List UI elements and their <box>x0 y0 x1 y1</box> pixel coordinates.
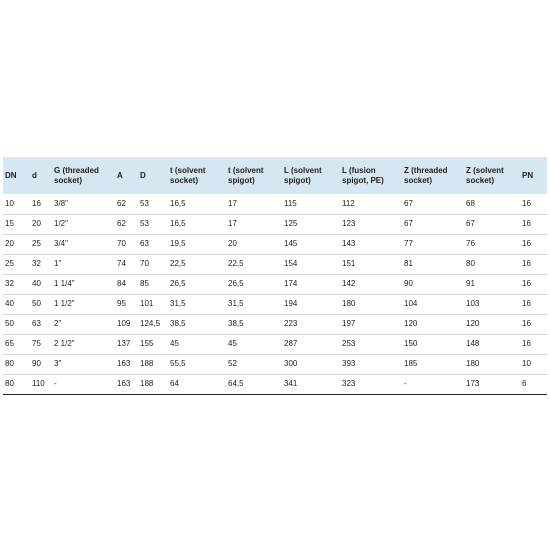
table-cell: 19,5 <box>168 234 226 254</box>
table-cell: 84 <box>115 274 138 294</box>
table-cell: 180 <box>464 354 520 374</box>
table-cell: 1 1/4" <box>52 274 115 294</box>
column-header: L (solvent spigot) <box>284 165 322 185</box>
table-cell: 67 <box>402 214 464 234</box>
table-row <box>3 254 547 274</box>
column-header: A <box>117 170 123 180</box>
table-cell: 300 <box>282 354 340 374</box>
table-row <box>3 354 547 374</box>
table-row <box>3 374 547 394</box>
table-cell: 40 <box>3 294 30 314</box>
table-cell: 341 <box>282 374 340 394</box>
table-cell: 110 <box>30 374 52 394</box>
table-cell: 16 <box>520 294 547 314</box>
table-body <box>3 194 547 394</box>
table-cell: 180 <box>340 294 402 314</box>
table-cell: 104 <box>402 294 464 314</box>
table-cell: 95 <box>115 294 138 314</box>
table-cell: 16 <box>520 194 547 214</box>
table-cell: 150 <box>402 334 464 354</box>
table-cell: 393 <box>340 354 402 374</box>
table-cell: 22,5 <box>168 254 226 274</box>
table-cell: 10 <box>520 354 547 374</box>
table-cell: 75 <box>30 334 52 354</box>
table-cell: 16 <box>520 334 547 354</box>
table-cell: 188 <box>138 374 168 394</box>
column-header: G (threaded socket) <box>54 165 99 185</box>
table-cell: 70 <box>115 234 138 254</box>
table-cell: - <box>402 374 464 394</box>
table-cell: 148 <box>464 334 520 354</box>
column-header: D <box>140 170 146 180</box>
table-cell: 53 <box>138 214 168 234</box>
table-cell: 323 <box>340 374 402 394</box>
table-row <box>3 214 547 234</box>
table-cell: 22,5 <box>226 254 282 274</box>
header-row <box>3 157 547 194</box>
table-cell: 32 <box>30 254 52 274</box>
column-header: Z (solvent socket) <box>466 165 504 185</box>
table-cell: 91 <box>464 274 520 294</box>
table-cell: 38,5 <box>226 314 282 334</box>
table-cell: 174 <box>282 274 340 294</box>
table-cell: 63 <box>30 314 52 334</box>
table-header <box>3 157 547 194</box>
column-header: PN <box>522 170 534 180</box>
column-header: t (solvent spigot) <box>228 165 264 185</box>
table-cell: 2" <box>52 314 115 334</box>
table-cell: 142 <box>340 274 402 294</box>
table-cell: 163 <box>115 354 138 374</box>
table-cell: 103 <box>464 294 520 314</box>
table-cell: 63 <box>138 234 168 254</box>
column-header: d <box>32 170 37 180</box>
table-cell: 16 <box>520 314 547 334</box>
table-cell: 55,5 <box>168 354 226 374</box>
table-cell: 64 <box>168 374 226 394</box>
table-cell: 62 <box>115 214 138 234</box>
table-cell: 15 <box>3 214 30 234</box>
table-cell: 65 <box>3 334 30 354</box>
table-cell: 76 <box>464 234 520 254</box>
table-cell: 50 <box>3 314 30 334</box>
table-cell: 173 <box>464 374 520 394</box>
table-cell: 67 <box>464 214 520 234</box>
table-cell: 155 <box>138 334 168 354</box>
table-cell: 17 <box>226 214 282 234</box>
table-row <box>3 334 547 354</box>
table-cell: 109 <box>115 314 138 334</box>
table-cell: 70 <box>138 254 168 274</box>
table-cell: 185 <box>402 354 464 374</box>
table-cell: 6 <box>520 374 547 394</box>
table-cell: 1" <box>52 254 115 274</box>
table-cell: 16 <box>520 274 547 294</box>
table-cell: 80 <box>3 354 30 374</box>
table-cell: 124,5 <box>138 314 168 334</box>
table-cell: 53 <box>138 194 168 214</box>
table-cell: 16,5 <box>168 214 226 234</box>
table-cell: 3/8" <box>52 194 115 214</box>
table-row <box>3 234 547 254</box>
table-cell: 80 <box>464 254 520 274</box>
table-cell: 62 <box>115 194 138 214</box>
table-cell: 151 <box>340 254 402 274</box>
table-cell: 68 <box>464 194 520 214</box>
table-cell: 120 <box>402 314 464 334</box>
table-cell: 31,5 <box>226 294 282 314</box>
table-cell: 163 <box>115 374 138 394</box>
table-cell: 17 <box>226 194 282 214</box>
table-cell: 90 <box>30 354 52 374</box>
table-cell: 3" <box>52 354 115 374</box>
table-cell: 80 <box>3 374 30 394</box>
table-cell: 20 <box>30 214 52 234</box>
table-cell: 16 <box>520 254 547 274</box>
table-cell: 1 1/2" <box>52 294 115 314</box>
table-cell: 154 <box>282 254 340 274</box>
table-cell: 25 <box>3 254 30 274</box>
table-cell: 31,5 <box>168 294 226 314</box>
table-cell: 137 <box>115 334 138 354</box>
table-cell: 40 <box>30 274 52 294</box>
dimensions-table <box>3 157 547 395</box>
table-cell: 143 <box>340 234 402 254</box>
table-cell: 64,5 <box>226 374 282 394</box>
table-cell: 16 <box>520 234 547 254</box>
table-cell: 90 <box>402 274 464 294</box>
table-cell: 101 <box>138 294 168 314</box>
table-cell: 197 <box>340 314 402 334</box>
column-header: Z (threaded socket) <box>404 165 448 185</box>
table-cell: 85 <box>138 274 168 294</box>
table-cell: 77 <box>402 234 464 254</box>
table-cell: 3/4" <box>52 234 115 254</box>
table-cell: 125 <box>282 214 340 234</box>
table-row <box>3 194 547 214</box>
table-cell: 10 <box>3 194 30 214</box>
table-row <box>3 314 547 334</box>
table-cell: 45 <box>168 334 226 354</box>
table-cell: 112 <box>340 194 402 214</box>
table-cell: 188 <box>138 354 168 374</box>
table-cell: 115 <box>282 194 340 214</box>
table-cell: 223 <box>282 314 340 334</box>
table-cell: 120 <box>464 314 520 334</box>
table-cell: - <box>52 374 115 394</box>
table-cell: 45 <box>226 334 282 354</box>
table-cell: 32 <box>3 274 30 294</box>
table-cell: 253 <box>340 334 402 354</box>
table-cell: 52 <box>226 354 282 374</box>
table-cell: 145 <box>282 234 340 254</box>
table-cell: 25 <box>30 234 52 254</box>
table-cell: 20 <box>3 234 30 254</box>
table-cell: 1/2" <box>52 214 115 234</box>
table-cell: 16,5 <box>168 194 226 214</box>
table-cell: 81 <box>402 254 464 274</box>
table-cell: 50 <box>30 294 52 314</box>
table-cell: 67 <box>402 194 464 214</box>
table-cell: 38,5 <box>168 314 226 334</box>
column-header: L (fusion spigot, PE) <box>342 165 384 185</box>
table-cell: 74 <box>115 254 138 274</box>
table-cell: 194 <box>282 294 340 314</box>
table-cell: 16 <box>30 194 52 214</box>
table-cell: 26,5 <box>168 274 226 294</box>
table-cell: 20 <box>226 234 282 254</box>
table-row <box>3 274 547 294</box>
table-row <box>3 294 547 314</box>
table-cell: 26,5 <box>226 274 282 294</box>
table-cell: 2 1/2" <box>52 334 115 354</box>
table-cell: 16 <box>520 214 547 234</box>
column-header: DN <box>5 170 17 180</box>
table-cell: 123 <box>340 214 402 234</box>
column-header: t (solvent socket) <box>170 165 206 185</box>
table-cell: 287 <box>282 334 340 354</box>
